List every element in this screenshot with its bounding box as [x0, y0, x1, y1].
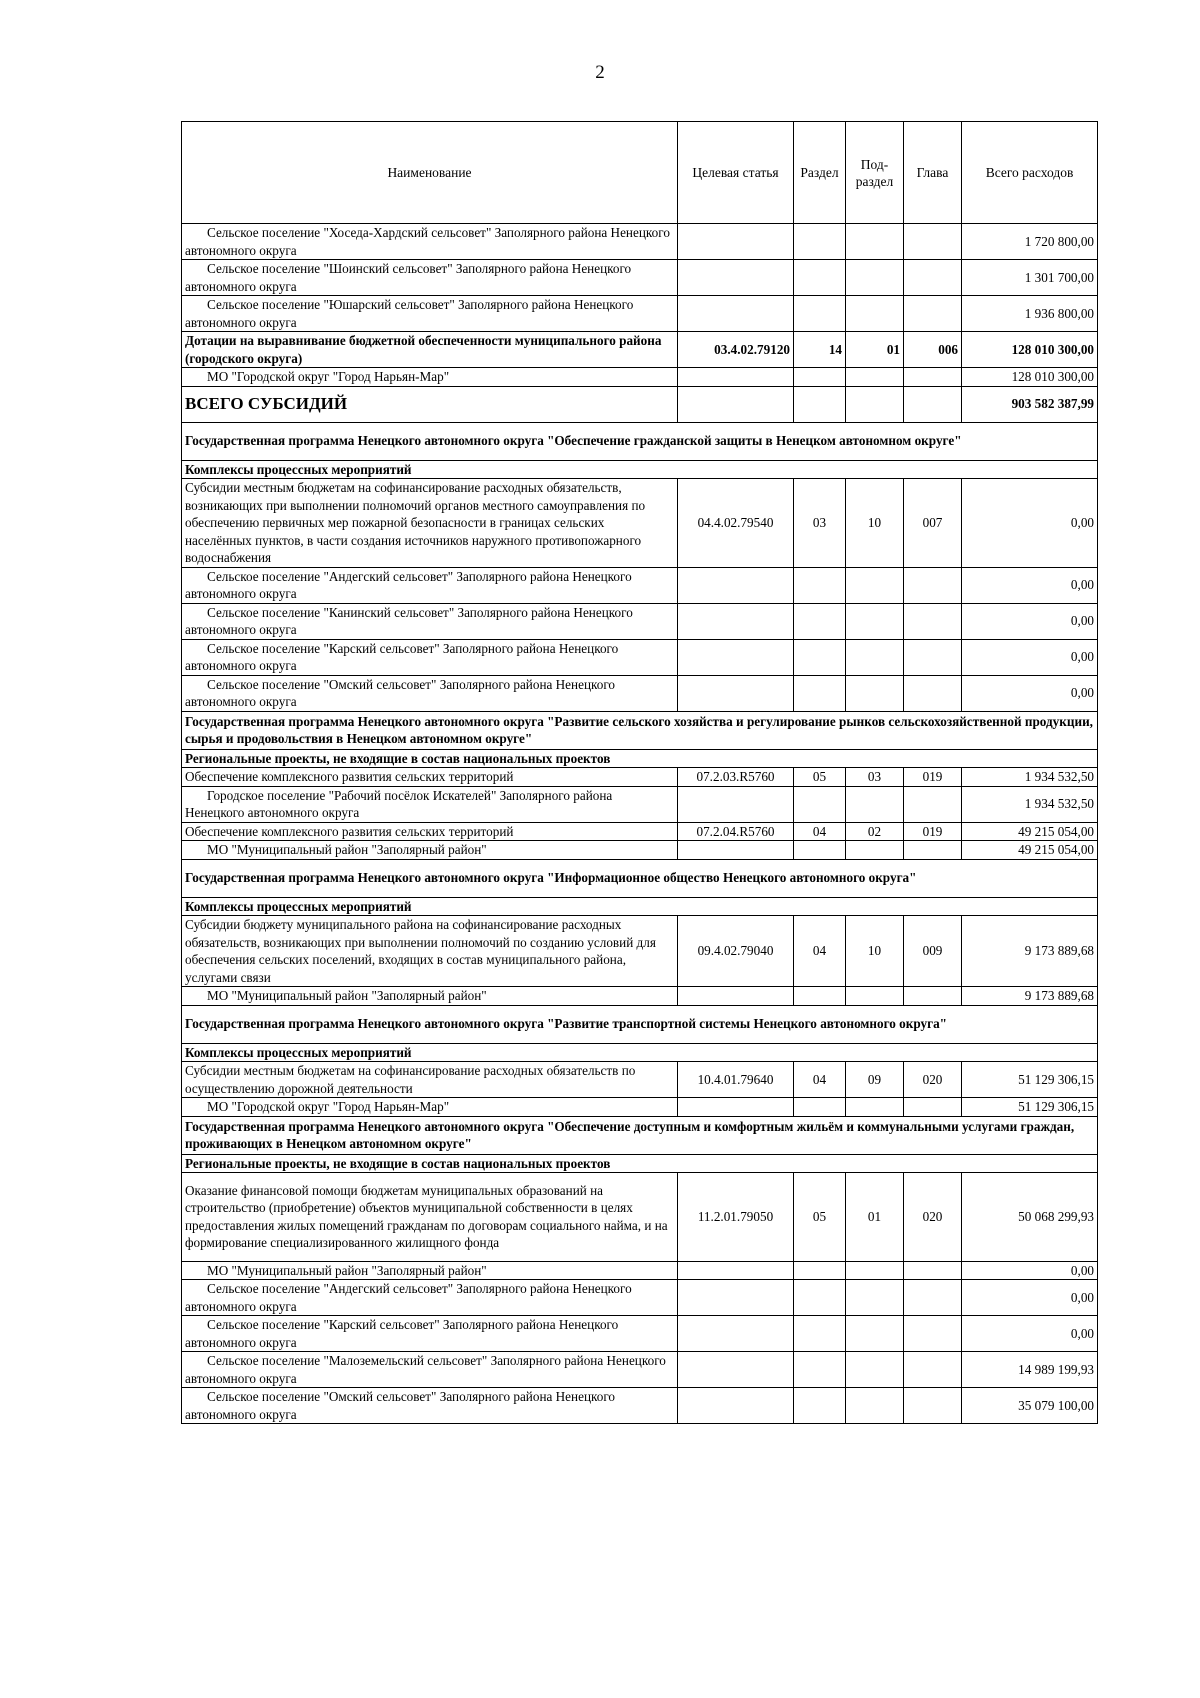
table-row — [182, 1280, 1098, 1316]
program-title: Государственная программа Ненецкого автономного округа "Развитие транспортной системы Ненецкого автономного округа" — [182, 1005, 1098, 1043]
cell-total: 1 936 800,00 — [962, 296, 1098, 332]
cell-total: 0,00 — [962, 1280, 1098, 1316]
cell-name: Сельское поселение "Канинский сельсовет" Заполярного района Ненецкого автономного округа — [182, 603, 678, 639]
cell-total: 1 934 532,50 — [962, 786, 1098, 822]
cell-target — [678, 675, 794, 711]
table-row — [182, 1173, 1098, 1262]
cell-section: 05 — [794, 768, 846, 787]
cell-chapter — [904, 675, 962, 711]
cell-subsection — [846, 1098, 904, 1117]
cell-target: 10.4.01.79640 — [678, 1062, 794, 1098]
cell-target — [678, 1352, 794, 1388]
cell-name: ВСЕГО СУБСИДИЙ — [182, 386, 678, 422]
cell-chapter — [904, 224, 962, 260]
cell-subsection — [846, 1316, 904, 1352]
cell-target — [678, 1316, 794, 1352]
table-row — [182, 603, 1098, 639]
section-header-row — [182, 749, 1098, 768]
cell-total: 14 989 199,93 — [962, 1352, 1098, 1388]
cell-total: 0,00 — [962, 479, 1098, 568]
cell-section: 14 — [794, 332, 846, 368]
header-name: Наименование — [182, 122, 678, 224]
cell-target — [678, 1280, 794, 1316]
table-row — [182, 224, 1098, 260]
cell-name: МО "Городской округ "Город Нарьян-Мар" — [182, 1098, 678, 1117]
cell-chapter — [904, 786, 962, 822]
cell-section: 04 — [794, 1062, 846, 1098]
cell-total: 9 173 889,68 — [962, 916, 1098, 987]
cell-section — [794, 675, 846, 711]
program-header-row — [182, 711, 1098, 749]
cell-section — [794, 1316, 846, 1352]
cell-name: Сельское поселение "Карский сельсовет" Заполярного района Ненецкого автономного округа — [182, 1316, 678, 1352]
cell-subsection — [846, 1388, 904, 1424]
cell-target: 09.4.02.79040 — [678, 916, 794, 987]
cell-name: Сельское поселение "Малоземельский сельсовет" Заполярного района Ненецкого автономного округа — [182, 1352, 678, 1388]
cell-section — [794, 368, 846, 387]
page-number: 2 — [595, 62, 605, 83]
cell-chapter: 007 — [904, 479, 962, 568]
cell-subsection: 10 — [846, 916, 904, 987]
cell-name: Дотации на выравнивание бюджетной обеспеченности муниципального района (городского округа) — [182, 332, 678, 368]
section-header-row — [182, 460, 1098, 479]
section-header-row — [182, 1154, 1098, 1173]
cell-name: Городское поселение "Рабочий посёлок Искателей" Заполярного района Ненецкого автономного округа — [182, 786, 678, 822]
cell-target: 07.2.03.R5760 — [678, 768, 794, 787]
cell-total: 0,00 — [962, 1316, 1098, 1352]
table-row — [182, 822, 1098, 841]
cell-chapter — [904, 296, 962, 332]
section-title: Комплексы процессных мероприятий — [182, 897, 1098, 916]
table-header-row — [182, 122, 1098, 224]
section-title: Комплексы процессных мероприятий — [182, 460, 1098, 479]
cell-subsection — [846, 786, 904, 822]
cell-name: Сельское поселение "Шоинский сельсовет" Заполярного района Ненецкого автономного округа — [182, 260, 678, 296]
table-row — [182, 987, 1098, 1006]
header-total: Всего расходов — [962, 122, 1098, 224]
table-row — [182, 479, 1098, 568]
program-header-row — [182, 1005, 1098, 1043]
cell-subsection — [846, 1261, 904, 1280]
cell-section — [794, 567, 846, 603]
cell-section — [794, 386, 846, 422]
cell-section: 05 — [794, 1173, 846, 1262]
header-target: Целевая статья — [678, 122, 794, 224]
cell-target: 04.4.02.79540 — [678, 479, 794, 568]
cell-section — [794, 786, 846, 822]
cell-section — [794, 841, 846, 860]
cell-subsection: 01 — [846, 1173, 904, 1262]
cell-name: Субсидии бюджету муниципального района на софинансирование расходных обязательств, возникающих при выполнении полномочий по созданию условий для обеспечения сельских поселений, входящих в состав муниципального района, услугами связи — [182, 916, 678, 987]
cell-chapter — [904, 260, 962, 296]
program-title: Государственная программа Ненецкого автономного округа "Информационное общество Ненецкого автономного округа" — [182, 859, 1098, 897]
cell-target — [678, 603, 794, 639]
cell-subsection — [846, 603, 904, 639]
cell-subsection — [846, 260, 904, 296]
cell-name: Обеспечение комплексного развития сельских территорий — [182, 768, 678, 787]
cell-name: Оказание финансовой помощи бюджетам муниципальных образований на строительство (приобретение) объектов муниципальной собственности в целях предоставления жилых помещений гражданам по договорам социального найма, и на формирование специализированного жилищного фонда — [182, 1173, 678, 1262]
cell-chapter: 006 — [904, 332, 962, 368]
cell-chapter — [904, 639, 962, 675]
table-row — [182, 1352, 1098, 1388]
cell-subsection — [846, 1280, 904, 1316]
cell-target — [678, 260, 794, 296]
cell-total: 49 215 054,00 — [962, 841, 1098, 860]
table-row — [182, 786, 1098, 822]
program-header-row — [182, 1116, 1098, 1154]
cell-chapter — [904, 386, 962, 422]
program-header-row — [182, 859, 1098, 897]
cell-chapter — [904, 368, 962, 387]
cell-total: 0,00 — [962, 567, 1098, 603]
cell-total: 0,00 — [962, 1261, 1098, 1280]
table-row — [182, 1098, 1098, 1117]
cell-subsection — [846, 386, 904, 422]
cell-total: 128 010 300,00 — [962, 332, 1098, 368]
table-row — [182, 1261, 1098, 1280]
cell-chapter: 019 — [904, 768, 962, 787]
cell-chapter — [904, 987, 962, 1006]
cell-subsection — [846, 675, 904, 711]
table-row — [182, 567, 1098, 603]
table-row — [182, 368, 1098, 387]
cell-name: Субсидии местным бюджетам на софинансирование расходных обязательств, возникающих при выполнении полномочий органов местного самоуправления по обеспечению первичных мер пожарной безопасности в границах сельских населённых пунктов, в части создания источников наружного противопожарного водоснабжения — [182, 479, 678, 568]
cell-section — [794, 639, 846, 675]
cell-section — [794, 1388, 846, 1424]
cell-total: 35 079 100,00 — [962, 1388, 1098, 1424]
cell-name: Сельское поселение "Хоседа-Хардский сельсовет" Заполярного района Ненецкого автономного округа — [182, 224, 678, 260]
cell-target — [678, 1388, 794, 1424]
cell-target — [678, 567, 794, 603]
header-chapter: Глава — [904, 122, 962, 224]
table-row — [182, 675, 1098, 711]
cell-target — [678, 639, 794, 675]
cell-subsection: 01 — [846, 332, 904, 368]
cell-chapter — [904, 1352, 962, 1388]
program-header-row — [182, 422, 1098, 460]
program-title: Государственная программа Ненецкого автономного округа "Обеспечение доступным и комфортным жильём и коммунальными услугами граждан, проживающих в Ненецком автономном округе" — [182, 1116, 1098, 1154]
cell-target: 03.4.02.79120 — [678, 332, 794, 368]
cell-target — [678, 386, 794, 422]
section-header-row — [182, 1043, 1098, 1062]
cell-section — [794, 296, 846, 332]
cell-section — [794, 260, 846, 296]
cell-subsection: 10 — [846, 479, 904, 568]
cell-name: Сельское поселение "Юшарский сельсовет" Заполярного района Ненецкого автономного округа — [182, 296, 678, 332]
cell-subsection — [846, 224, 904, 260]
header-section: Раздел — [794, 122, 846, 224]
cell-subsection: 09 — [846, 1062, 904, 1098]
cell-section — [794, 1261, 846, 1280]
table-row — [182, 1316, 1098, 1352]
cell-total: 51 129 306,15 — [962, 1062, 1098, 1098]
cell-section: 03 — [794, 479, 846, 568]
table-row — [182, 916, 1098, 987]
cell-target: 11.2.01.79050 — [678, 1173, 794, 1262]
grand-total-row — [182, 386, 1098, 422]
cell-subsection — [846, 841, 904, 860]
cell-total: 0,00 — [962, 675, 1098, 711]
cell-name: МО "Городской округ "Город Нарьян-Мар" — [182, 368, 678, 387]
cell-section — [794, 603, 846, 639]
cell-total: 1 301 700,00 — [962, 260, 1098, 296]
cell-chapter: 020 — [904, 1062, 962, 1098]
cell-section — [794, 1098, 846, 1117]
table-row — [182, 768, 1098, 787]
cell-subsection — [846, 639, 904, 675]
cell-subsection — [846, 987, 904, 1006]
cell-total: 903 582 387,99 — [962, 386, 1098, 422]
cell-name: Сельское поселение "Карский сельсовет" Заполярного района Ненецкого автономного округа — [182, 639, 678, 675]
section-title: Региональные проекты, не входящие в состав национальных проектов — [182, 749, 1098, 768]
cell-chapter — [904, 841, 962, 860]
cell-section — [794, 987, 846, 1006]
cell-subsection — [846, 368, 904, 387]
budget-table — [181, 121, 1098, 1424]
cell-name: Обеспечение комплексного развития сельских территорий — [182, 822, 678, 841]
cell-subsection: 02 — [846, 822, 904, 841]
section-title: Региональные проекты, не входящие в состав национальных проектов — [182, 1154, 1098, 1173]
cell-total: 9 173 889,68 — [962, 987, 1098, 1006]
cell-chapter — [904, 1261, 962, 1280]
cell-subsection — [846, 567, 904, 603]
cell-total: 1 720 800,00 — [962, 224, 1098, 260]
cell-chapter — [904, 603, 962, 639]
table-row — [182, 1388, 1098, 1424]
cell-name: Субсидии местным бюджетам на софинансирование расходных обязательств по осуществлению дорожной деятельности — [182, 1062, 678, 1098]
cell-chapter: 009 — [904, 916, 962, 987]
cell-section — [794, 224, 846, 260]
cell-total: 49 215 054,00 — [962, 822, 1098, 841]
cell-section — [794, 1352, 846, 1388]
table-row — [182, 296, 1098, 332]
cell-target — [678, 841, 794, 860]
cell-target — [678, 987, 794, 1006]
cell-target — [678, 1098, 794, 1117]
cell-total: 128 010 300,00 — [962, 368, 1098, 387]
cell-chapter — [904, 1388, 962, 1424]
cell-target — [678, 1261, 794, 1280]
table-body — [182, 224, 1098, 1424]
cell-name: Сельское поселение "Омский сельсовет" Заполярного района Ненецкого автономного округа — [182, 1388, 678, 1424]
cell-total: 0,00 — [962, 603, 1098, 639]
program-title: Государственная программа Ненецкого автономного округа "Обеспечение гражданской защиты в Ненецком автономном округе" — [182, 422, 1098, 460]
cell-subsection — [846, 1352, 904, 1388]
section-header-row — [182, 897, 1098, 916]
cell-total: 50 068 299,93 — [962, 1173, 1098, 1262]
cell-subsection — [846, 296, 904, 332]
program-title: Государственная программа Ненецкого автономного округа "Развитие сельского хозяйства и регулирование рынков сельскохозяйственной продукции, сырья и продовольствия в Ненецком автономном округе" — [182, 711, 1098, 749]
section-title: Комплексы процессных мероприятий — [182, 1043, 1098, 1062]
table-row — [182, 1062, 1098, 1098]
cell-chapter — [904, 1098, 962, 1117]
cell-name: МО "Муниципальный район "Заполярный район" — [182, 987, 678, 1006]
cell-section — [794, 1280, 846, 1316]
cell-name: Сельское поселение "Омский сельсовет" Заполярного района Ненецкого автономного округа — [182, 675, 678, 711]
cell-total: 51 129 306,15 — [962, 1098, 1098, 1117]
cell-chapter: 020 — [904, 1173, 962, 1262]
cell-target — [678, 786, 794, 822]
cell-target: 07.2.04.R5760 — [678, 822, 794, 841]
cell-chapter — [904, 567, 962, 603]
table-row — [182, 639, 1098, 675]
cell-target — [678, 296, 794, 332]
table-row — [182, 332, 1098, 368]
cell-target — [678, 224, 794, 260]
cell-section: 04 — [794, 916, 846, 987]
cell-section: 04 — [794, 822, 846, 841]
cell-name: Сельское поселение "Андегский сельсовет" Заполярного района Ненецкого автономного округа — [182, 1280, 678, 1316]
cell-chapter — [904, 1316, 962, 1352]
cell-total: 0,00 — [962, 639, 1098, 675]
cell-chapter — [904, 1280, 962, 1316]
cell-total: 1 934 532,50 — [962, 768, 1098, 787]
table-row — [182, 260, 1098, 296]
cell-chapter: 019 — [904, 822, 962, 841]
cell-subsection: 03 — [846, 768, 904, 787]
cell-name: МО "Муниципальный район "Заполярный район" — [182, 841, 678, 860]
cell-target — [678, 368, 794, 387]
cell-name: Сельское поселение "Андегский сельсовет" Заполярного района Ненецкого автономного округа — [182, 567, 678, 603]
cell-name: МО "Муниципальный район "Заполярный район" — [182, 1261, 678, 1280]
header-subsection: Под-раздел — [846, 122, 904, 224]
table-row — [182, 841, 1098, 860]
